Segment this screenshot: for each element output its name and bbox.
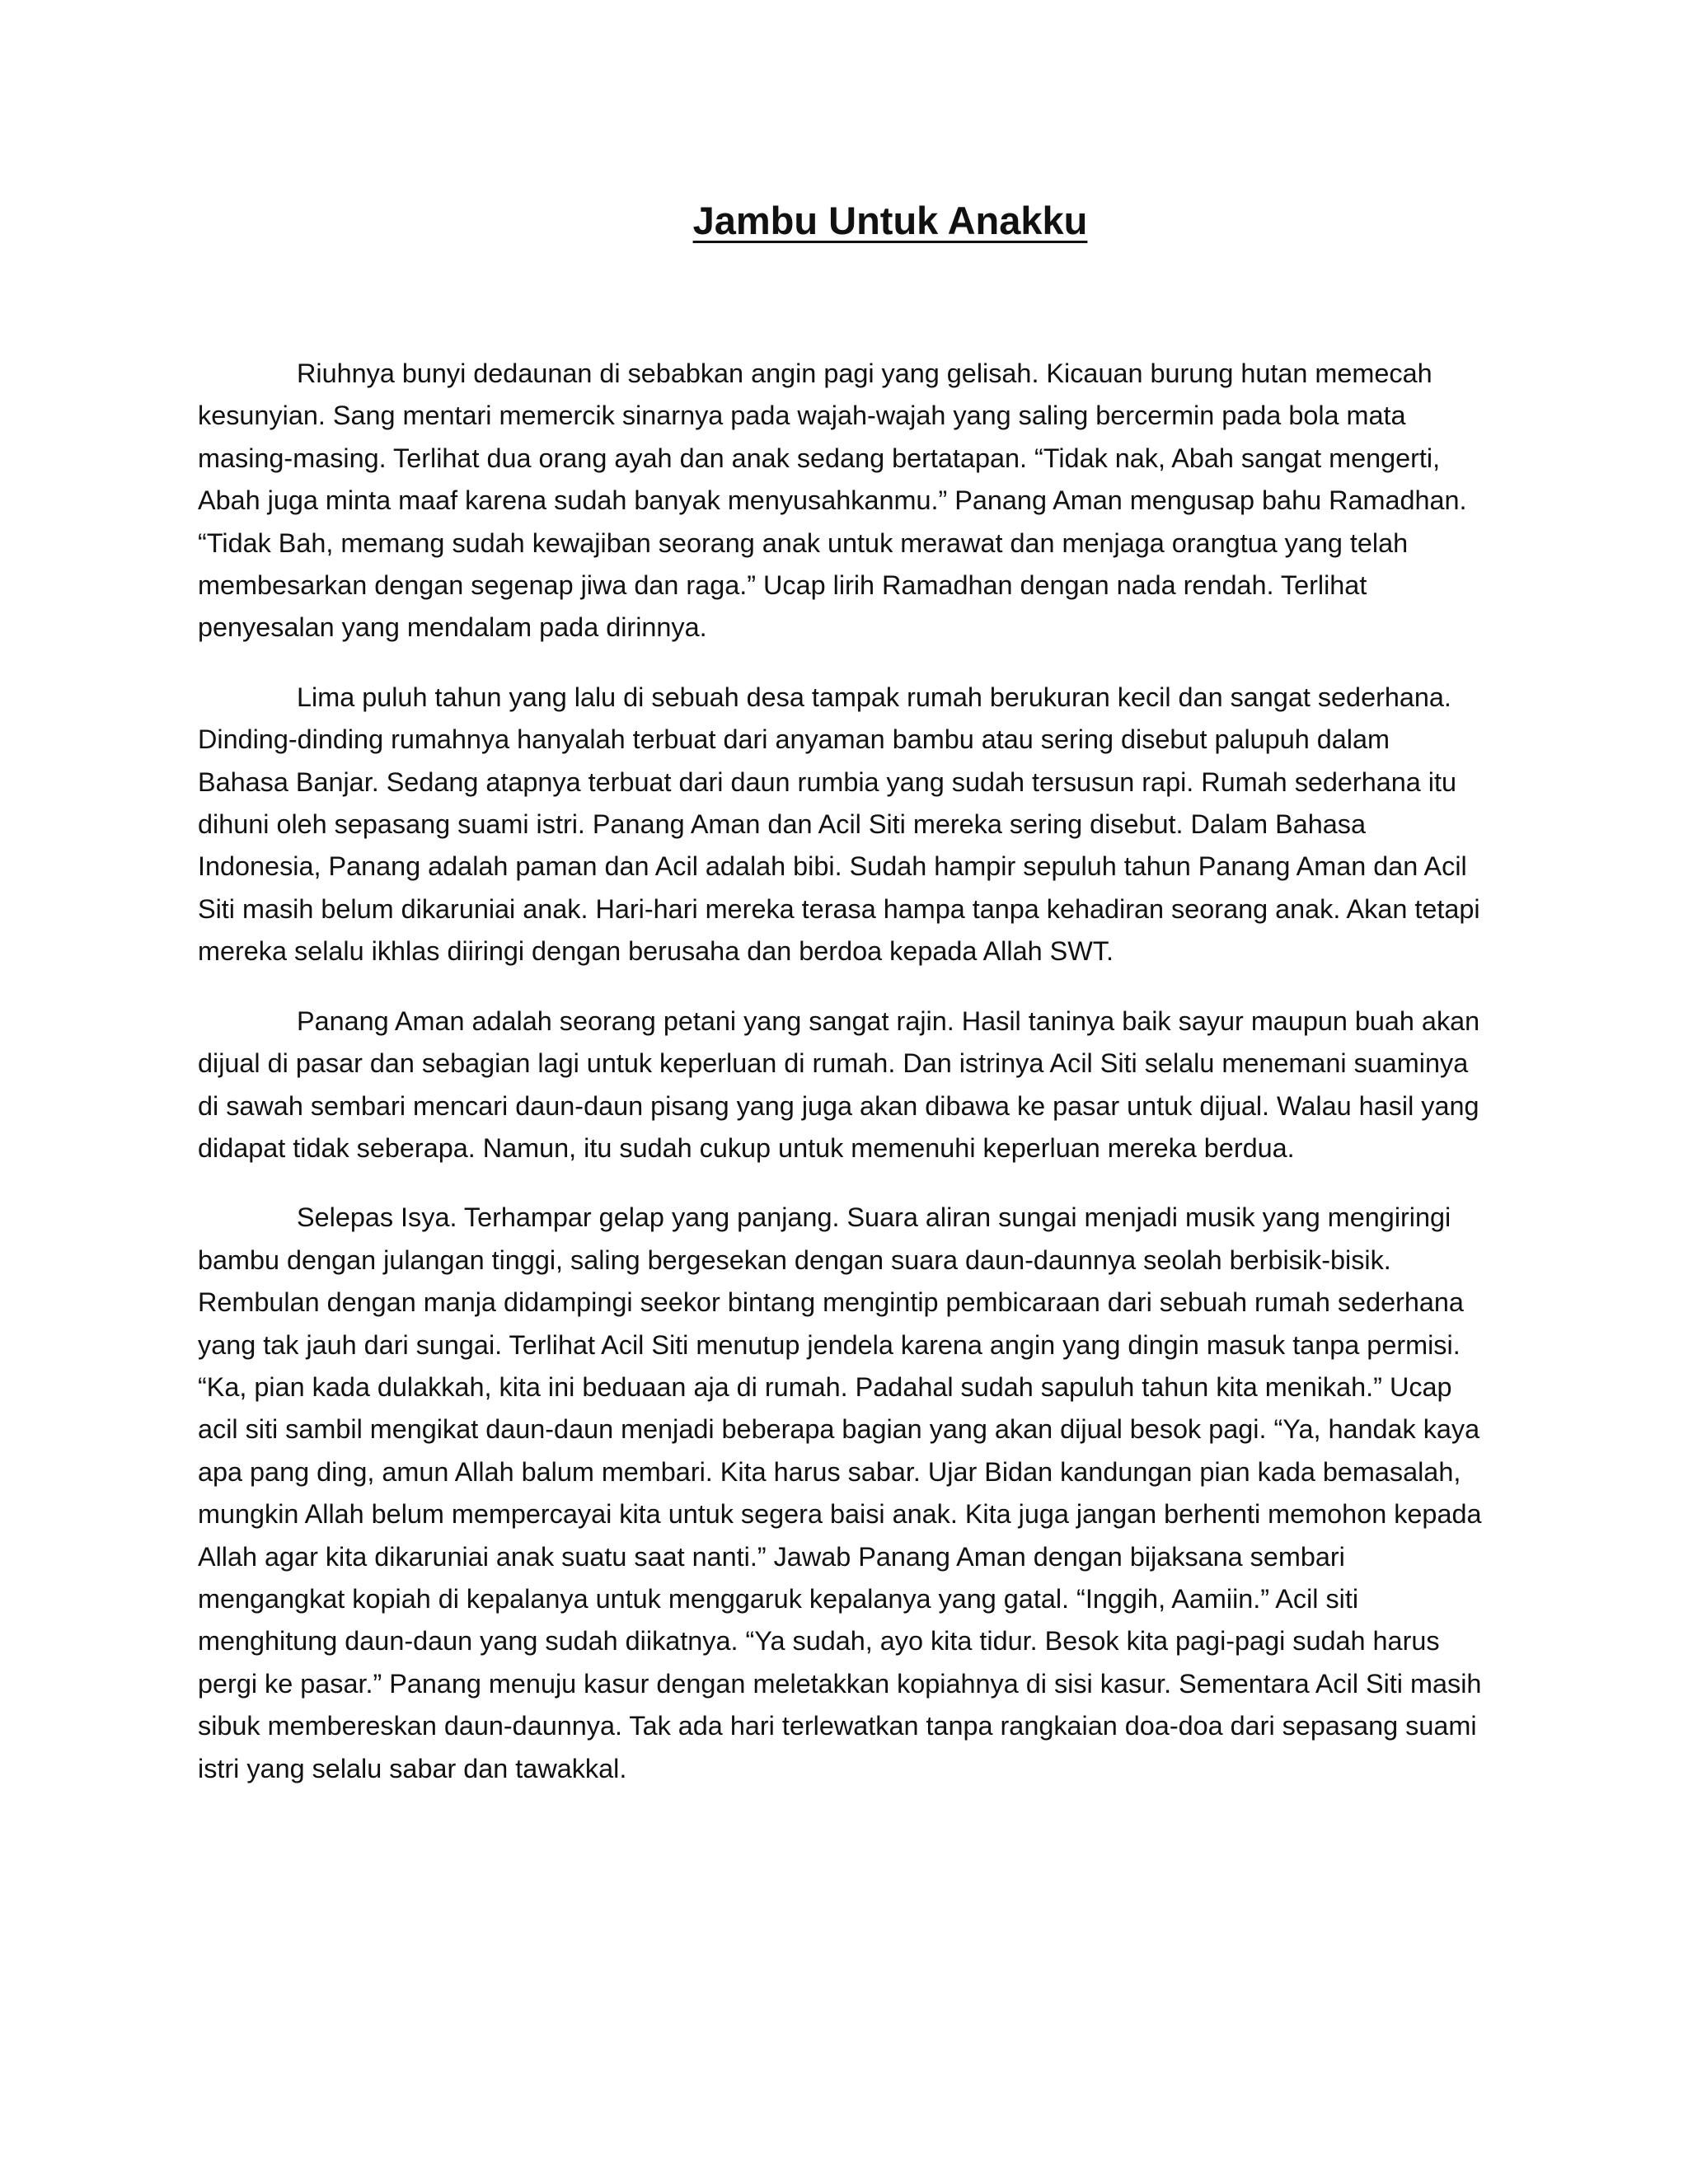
document-title: Jambu Untuk Anakku [692, 199, 1088, 242]
document-page [198, 0, 1484, 2184]
document-body [198, 353, 1484, 1817]
paragraph-2: Lima puluh tahun yang lalu di sebuah desa tampak rumah berukuran kecil dan sangat sederhana. Dinding-dinding rumahnya hanyalah terbuat dari anyaman bambu atau sering disebut palupuh dalam Bahasa Banjar. Sedang atapnya terbuat dari daun rumbia yang sudah tersusun rapi. Rumah sederhana itu dihuni oleh sepasang suami istri. Panang Aman dan Acil Siti mereka sering disebut. Dalam Bahasa Indonesia, Panang adalah paman dan Acil adalah bibi. Sudah hampir sepuluh tahun Panang Aman dan Acil Siti masih belum dikaruniai anak. Hari-hari mereka terasa hampa tanpa kehadiran seorang anak. Akan tetapi mereka selalu ikhlas diiringi dengan berusaha dan berdoa kepada Allah SWT. [198, 682, 1480, 967]
paragraph-4: Selepas Isya. Terhampar gelap yang panjang. Suara aliran sungai menjadi musik yang mengiringi bambu dengan julangan tinggi, saling bergesekan dengan suara daun-daunnya seolah berbisik-bisik. Rembulan dengan manja didampingi seekor bintang mengintip pembicaraan dari sebuah rumah sederhana yang tak jauh dari sungai. Terlihat Acil Siti menutup jendela karena angin yang dingin masuk tanpa permisi. “Ka, pian kada dulakkah, kita ini beduaan aja di rumah. Padahal sudah sapuluh tahun kita menikah.” Ucap acil siti sambil mengikat daun-daun menjadi beberapa bagian yang akan dijual besok pagi. “Ya, handak kaya apa pang ding, amun Allah balum membari. Kita harus sabar. Ujar Bidan kandungan pian kada bemasalah, mungkin Allah belum mempercayai kita untuk segera baisi anak. Kita juga jangan berhenti memohon kepada Allah agar kita dikaruniai anak suatu saat nanti.” Jawab Panang Aman dengan bijaksana sembari mengangkat kopiah di kepalanya untuk menggaruk kepalanya yang gatal. “Inggih, Aamiin.” Acil siti menghitung daun-daun yang sudah diikatnya. “Ya sudah, ayo kita tidur. Besok kita pagi-pagi sudah harus pergi ke pasar.” Panang menuju kasur dengan meletakkan kopiahnya di sisi kasur. Sementara Acil Siti masih sibuk membereskan daun-daunnya. Tak ada hari terlewatkan tanpa rangkaian doa-doa dari sepasang suami istri yang selalu sabar dan tawakkal. [198, 1202, 1482, 1783]
paragraph-1: Riuhnya bunyi dedaunan di sebabkan angin pagi yang gelisah. Kicauan burung hutan memecah kesunyian. Sang mentari memercik sinarnya pada wajah-wajah yang saling bercermin pada bola mata masing-masing. Terlihat dua orang ayah dan anak sedang bertatapan. “Tidak nak, Abah sangat mengerti, Abah juga minta maaf karena sudah banyak menyusahkanmu.” Panang Aman mengusap bahu Ramadhan. “Tidak Bah, memang sudah kewajiban seorang anak untuk merawat dan menjaga orangtua yang telah membesarkan dengan segenap jiwa dan raga.” Ucap lirih Ramadhan dengan nada rendah. Terlihat penyesalan yang mendalam pada dirinnya. [198, 359, 1467, 643]
paragraph-3: Panang Aman adalah seorang petani yang sangat rajin. Hasil taninya baik sayur maupun buah akan dijual di pasar dan sebagian lagi untuk keperluan di rumah. Dan istrinya Acil Siti selalu menemani suaminya di sawah sembari mencari daun-daun pisang yang juga akan dibawa ke pasar untuk dijual. Walau hasil yang didapat tidak seberapa. Namun, itu sudah cukup untuk memenuhi keperluan mereka berdua. [198, 1005, 1480, 1163]
